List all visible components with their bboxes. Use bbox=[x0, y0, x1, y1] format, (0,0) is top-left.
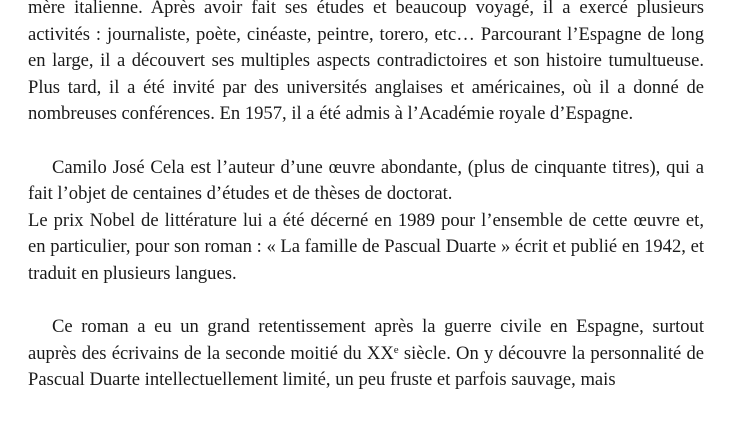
paragraph-novel-impact bbox=[28, 314, 704, 394]
paragraph-biography: mère italienne. Après avoir fait ses études et beaucoup voyagé, il a exercé plusieurs activités : journaliste, poète, cinéaste, peintre, torero, etc… Parcourant l’Espagne de long en large, il a découvert ses multiples aspects contradictoires et son histoire tumultueuse. Plus tard, il a été invité par des universités anglaises et américaines, où il a donné de nombreuses conférences. En 1957, il a été admis à l’Académie royale d’Espagne. bbox=[28, 0, 704, 125]
document-page bbox=[28, 0, 704, 394]
novel-impact-text-end: siècle. On y découvre la personnalité de Pascual Duarte intellectuellement limité, un peu fruste et parfois sauvage, mais bbox=[28, 342, 704, 391]
paragraph-works: Camilo José Cela est l’auteur d’une œuvre abondante, (plus de cinquante titres), qui a fait l’objet de centaines d’études et de thèses de doctorat. bbox=[28, 156, 704, 205]
paragraph-nobel-prize: Le prix Nobel de littérature lui a été décerné en 1989 pour l’ensemble de cette œuvre et, en particulier, pour son roman : « La famille de Pascual Duarte » écrit et publié en 1942, et traduit en plusieurs langues. bbox=[28, 209, 704, 284]
paragraph-spacer bbox=[28, 128, 704, 155]
century-superscript: e bbox=[393, 343, 399, 356]
paragraph-spacer bbox=[28, 288, 704, 315]
novel-impact-text-start: Ce roman a eu un grand retentissement après la guerre civile en Espagne, surtout auprès des écrivains de la seconde moitié du XX bbox=[28, 316, 704, 364]
